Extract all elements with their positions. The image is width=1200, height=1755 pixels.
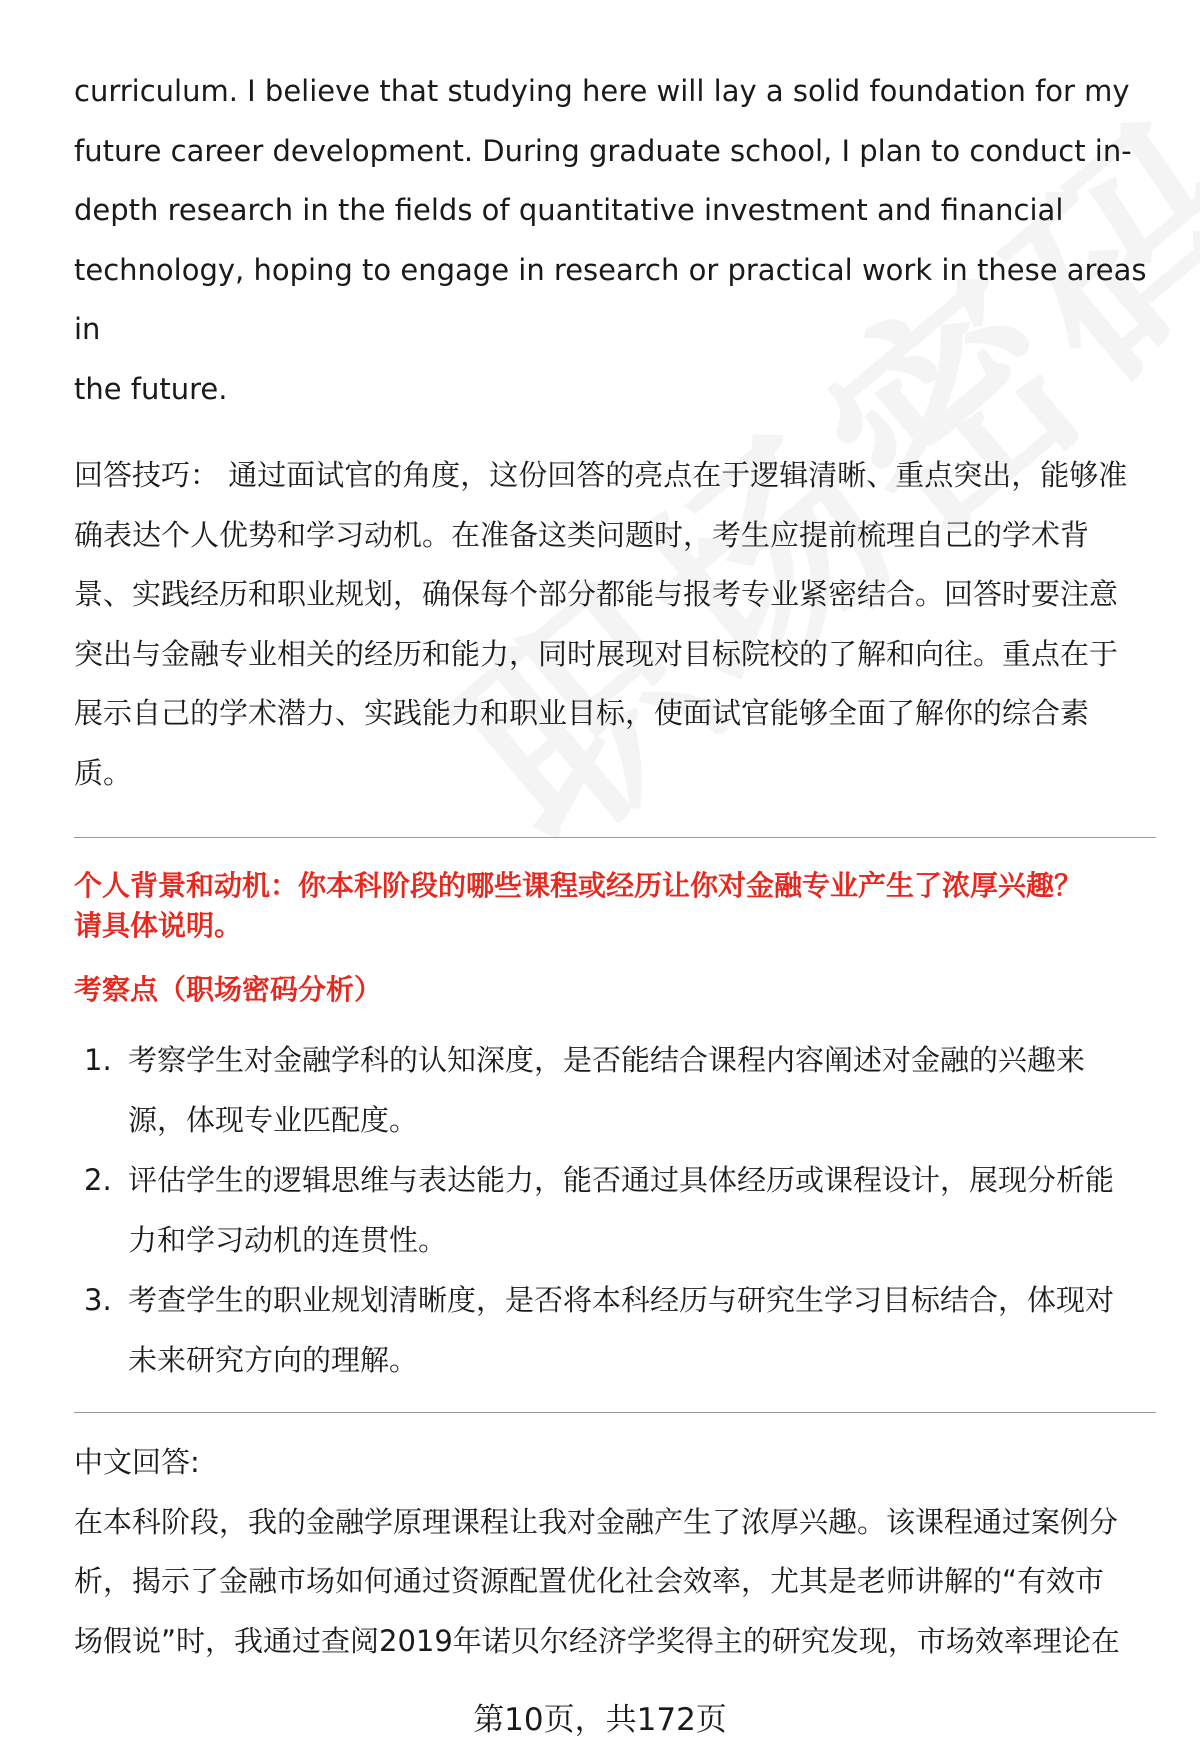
text-line: 质。 xyxy=(74,755,133,790)
list-text: 力和学习动机的连贯性。 xyxy=(128,1223,448,1257)
text-line: 突出与金融专业相关的经历和能力，同时展现对目标院校的了解和向往。重点在于 xyxy=(74,636,1119,671)
tips-paragraph xyxy=(74,446,1156,803)
text-line: 场假说”时，我通过查阅2019年诺贝尔经济学奖得主的研究发现，市场效率理论在 xyxy=(74,1623,1120,1658)
document-page xyxy=(74,62,1156,1671)
text-line: 景、实践经历和职业规划，确保每个部分都能与报考专业紧密结合。回答时要注意 xyxy=(74,577,1119,611)
text-line: future career development. During graduate school, I plan to conduct in- xyxy=(74,133,1132,168)
assessment-list xyxy=(74,1030,1156,1390)
intro-paragraph xyxy=(74,62,1156,419)
text-line: 在本科阶段，我的金融学原理课程让我对金融产生了浓厚兴趣。该课程通过案例分 xyxy=(74,1504,1119,1539)
assessment-heading: 考察点（职场密码分析） xyxy=(74,973,383,1006)
list-item xyxy=(74,1270,1156,1390)
answer-paragraph xyxy=(74,1493,1156,1672)
text-line: 确表达个人优势和学习动机。在准备这类问题时，考生应提前梳理自己的学术背 xyxy=(74,517,1090,552)
question-line: 个人背景和动机：你本科阶段的哪些课程或经历让你对金融专业产生了浓厚兴趣？ xyxy=(74,869,1083,902)
list-number: 2. xyxy=(84,1163,112,1197)
text-line: 展示自己的学术潜力、实践能力和职业目标，使面试官能够全面了解你的综合素 xyxy=(74,696,1090,730)
text-line: the future. xyxy=(74,371,228,406)
answer-label: 中文回答: xyxy=(74,1445,200,1479)
list-number: 3. xyxy=(84,1283,112,1317)
list-item xyxy=(74,1030,1156,1150)
list-text: 考察学生对金融学科的认知深度，是否能结合课程内容阐述对金融的兴趣来 xyxy=(128,1043,1086,1077)
list-text: 未来研究方向的理解。 xyxy=(128,1343,419,1377)
text-line: depth research in the fields of quantitative investment and financial xyxy=(74,193,1064,227)
page-number: 第10页，共172页 xyxy=(473,1702,727,1738)
list-text: 评估学生的逻辑思维与表达能力，能否通过具体经历或课程设计，展现分析能 xyxy=(128,1163,1115,1197)
question-heading xyxy=(74,866,1156,946)
question-line: 请具体说明。 xyxy=(74,909,243,942)
list-text: 源，体现专业匹配度。 xyxy=(128,1103,419,1137)
list-text: 考查学生的职业规划清晰度，是否将本科经历与研究生学习目标结合，体现对 xyxy=(128,1283,1115,1317)
text-line: curriculum. I believe that studying here will lay a solid foundation for my xyxy=(74,74,1130,108)
list-number: 1. xyxy=(84,1043,112,1077)
list-item xyxy=(74,1150,1156,1270)
text-line: 回答技巧： 通过面试官的角度，这份回答的亮点在于逻辑清晰、重点突出，能够准 xyxy=(74,458,1128,492)
text-line: technology, hoping to engage in research or practical work in these areas in xyxy=(74,252,1147,346)
text-line: 析，揭示了金融市场如何通过资源配置优化社会效率，尤其是老师讲解的“有效市 xyxy=(74,1564,1105,1598)
